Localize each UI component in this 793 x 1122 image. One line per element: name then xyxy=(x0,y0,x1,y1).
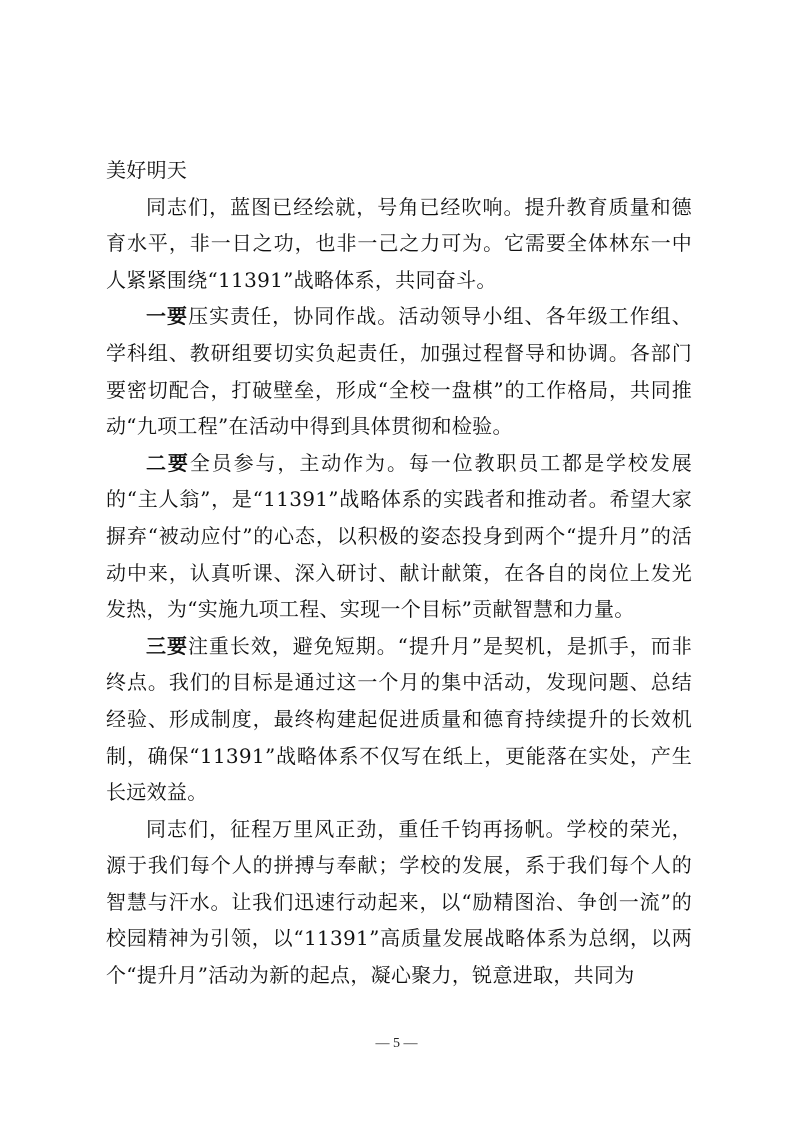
paragraph-point-two xyxy=(106,445,692,628)
document-body xyxy=(106,152,692,994)
paragraph-lead: 三要 xyxy=(146,633,188,658)
page-number: — 5 — xyxy=(375,1036,418,1051)
paragraph-lead: 一要 xyxy=(146,304,189,329)
paragraph-text: 注重长效，避免短期。“提升月”是契机，是抓手，而非终点。我们的目标是通过这一个月的集中活动，发现问题、总结经验、形成制度，最终构建起促进质量和德育持续提升的长效机制，确保“11391”战略体系不仅写在纸上，更能落在实处，产生长远效益。 xyxy=(106,633,692,805)
paragraph-point-three xyxy=(106,628,692,811)
section-heading: 美好明天 xyxy=(106,158,188,182)
paragraph-text: 压实责任，协同作战。活动领导小组、各年级工作组、学科组、教研组要切实负起责任，加强过程督导和协调。各部门要密切配合，打破壁垒，形成“全校一盘棋”的工作格局，共同推动“九项工程”在活动中得到具体贯彻和检验。 xyxy=(106,304,692,439)
paragraph-lead: 二要 xyxy=(146,450,190,475)
paragraph-intro xyxy=(106,189,692,299)
paragraph-text: 全员参与，主动作为。每一位教职员工都是学校发展的“主人翁”，是“11391”战略体系的实践者和推动者。希望大家摒弃“被动应付”的心态，以积极的姿态投身到两个“提升月”的活动中来，认真听课、深入研讨、献计献策，在各自的岗位上发光发热，为“实施九项工程、实现一个目标”贡献智慧和力量。 xyxy=(106,450,692,622)
paragraph-text: 同志们，征程万里风正劲，重任千钧再扬帆。学校的荣光，源于我们每个人的拼搏与奉献；学校的发展，系于我们每个人的智慧与汗水。让我们迅速行动起来，以“励精图治、争创一流”的校园精神为引领，以“11391”高质量发展战略体系为总纲，以两个“提升月”活动为新的起点，凝心聚力，锐意进取，共同为 xyxy=(106,816,692,988)
paragraph-text: 同志们，蓝图已经绘就，号角已经吹响。提升教育质量和德育水平，非一日之功，也非一己之力可为。它需要全体林东一中人紧紧围绕“11391”战略体系，共同奋斗。 xyxy=(106,194,692,292)
paragraph-closing xyxy=(106,811,692,994)
paragraph-point-one xyxy=(106,298,692,444)
